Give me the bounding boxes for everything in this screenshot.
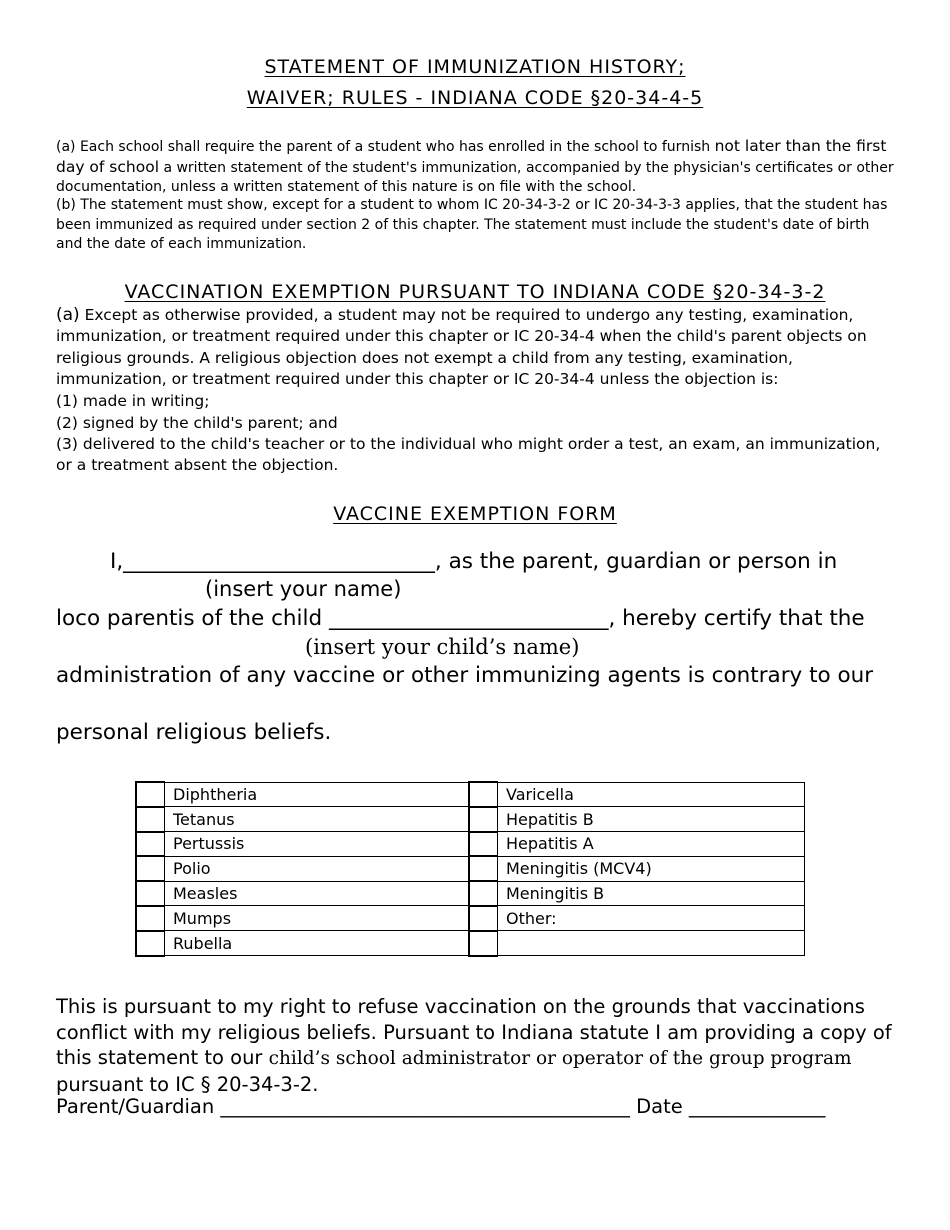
meningitis-mcv4-checkbox[interactable] xyxy=(469,856,498,881)
statute-section-a: (a) Each school shall require the parent of a student who has enrolled in the school to furnish not later than the first day of school a written statement of the student's immunization, accompanied by the physician's certificates or other documentation, unless a written statement of this nature is on file with the school. xyxy=(56,137,894,196)
vaccine-label: Varicella xyxy=(498,782,805,807)
date-label: Date xyxy=(636,1095,683,1118)
form-heading: VACCINE EXEMPTION FORM xyxy=(333,503,617,525)
other-specify-checkbox[interactable] xyxy=(469,931,498,956)
vaccine-label: Polio xyxy=(165,856,470,881)
meningitis-b-checkbox[interactable] xyxy=(469,881,498,906)
vaccine-label: Hepatitis B xyxy=(498,807,805,832)
measles-checkbox[interactable] xyxy=(136,881,165,906)
other-label: Other: xyxy=(498,906,805,931)
vaccine-label: Mumps xyxy=(165,906,470,931)
date-field[interactable]: ______________ xyxy=(688,1095,826,1118)
hepatitis-b-checkbox[interactable] xyxy=(469,807,498,832)
hepatitis-a-checkbox[interactable] xyxy=(469,832,498,857)
child-name-line[interactable]: loco parentis of the child __________________________, hereby certify that the xyxy=(56,606,865,631)
rubella-checkbox[interactable] xyxy=(136,931,165,956)
table-row xyxy=(136,881,805,906)
child-name-hint: (insert your child’s name) xyxy=(305,635,580,659)
vaccine-label: Pertussis xyxy=(165,832,470,857)
pertussis-checkbox[interactable] xyxy=(136,832,165,857)
vaccine-label: Rubella xyxy=(165,931,470,956)
polio-checkbox[interactable] xyxy=(136,856,165,881)
parent-guardian-label: Parent/Guardian xyxy=(56,1095,215,1118)
document-title-line2: WAIVER; RULES - INDIANA CODE §20-34-4-5 xyxy=(246,87,704,109)
vaccine-label: Hepatitis A xyxy=(498,832,805,857)
statute-emphasis: not later than the first day of school xyxy=(56,137,887,176)
vaccine-table xyxy=(135,781,805,957)
other-specify-field[interactable] xyxy=(498,931,805,956)
vaccine-label: Meningitis (MCV4) xyxy=(498,856,805,881)
exemption-item-3: (3) delivered to the child's teacher or to the individual who might order a test, an exam, an immunization, or a treatment absent the objection. xyxy=(56,435,881,475)
table-row xyxy=(136,782,805,807)
parent-name-hint: (insert your name) xyxy=(205,577,402,601)
vaccine-label: Measles xyxy=(165,881,470,906)
certification-line-end: personal religious beliefs. xyxy=(56,720,332,745)
exemption-heading: VACCINATION EXEMPTION PURSUANT TO INDIANA CODE §20-34-3-2 xyxy=(124,281,826,303)
certification-line: administration of any vaccine or other immunizing agents is contrary to our xyxy=(56,663,874,688)
other-checkbox[interactable] xyxy=(469,906,498,931)
table-row xyxy=(136,832,805,857)
parent-guardian-signature-field[interactable]: __________________________________________ xyxy=(220,1095,630,1118)
exemption-item-2: (2) signed by the child's parent; and xyxy=(56,414,338,432)
table-row xyxy=(136,906,805,931)
signature-row xyxy=(56,1095,825,1118)
vaccine-label: Tetanus xyxy=(165,807,470,832)
closing-statement: This is pursuant to my right to refuse vaccination on the grounds that vaccinations conflict with my religious beliefs. Pursuant to Indiana statute I am providing a copy of this statement to our child’s school administrator or operator of the group program pursuant to IC § 20-34-3-2. xyxy=(56,995,892,1096)
vaccine-label: Meningitis B xyxy=(498,881,805,906)
vaccine-label: Diphtheria xyxy=(165,782,470,807)
parent-name-line[interactable]: I,_____________________________, as the parent, guardian or person in xyxy=(110,549,838,574)
table-row xyxy=(136,807,805,832)
mumps-checkbox[interactable] xyxy=(136,906,165,931)
exemption-section-a: (a) Except as otherwise provided, a student may not be required to undergo any testing, examination, immunization, or treatment required under this chapter or IC 20-34-4 when the child's parent objects on religious grounds. A religious objection does not exempt a child from any testing, examination, immunization, or treatment required under this chapter or IC 20-34-4 unless the objection is: xyxy=(56,305,867,388)
table-row xyxy=(136,931,805,956)
statute-section-b: (b) The statement must show, except for a student to whom IC 20-34-3-2 or IC 20-34-3-3 applies, that the student has been immunized as required under section 2 of this chapter. The statement must include the student's date of birth and the date of each immunization. xyxy=(56,197,888,253)
varicella-checkbox[interactable] xyxy=(469,782,498,807)
document-title-line1: STATEMENT OF IMMUNIZATION HISTORY; xyxy=(264,56,686,78)
exemption-item-1: (1) made in writing; xyxy=(56,392,210,410)
table-row xyxy=(136,856,805,881)
diphtheria-checkbox[interactable] xyxy=(136,782,165,807)
tetanus-checkbox[interactable] xyxy=(136,807,165,832)
